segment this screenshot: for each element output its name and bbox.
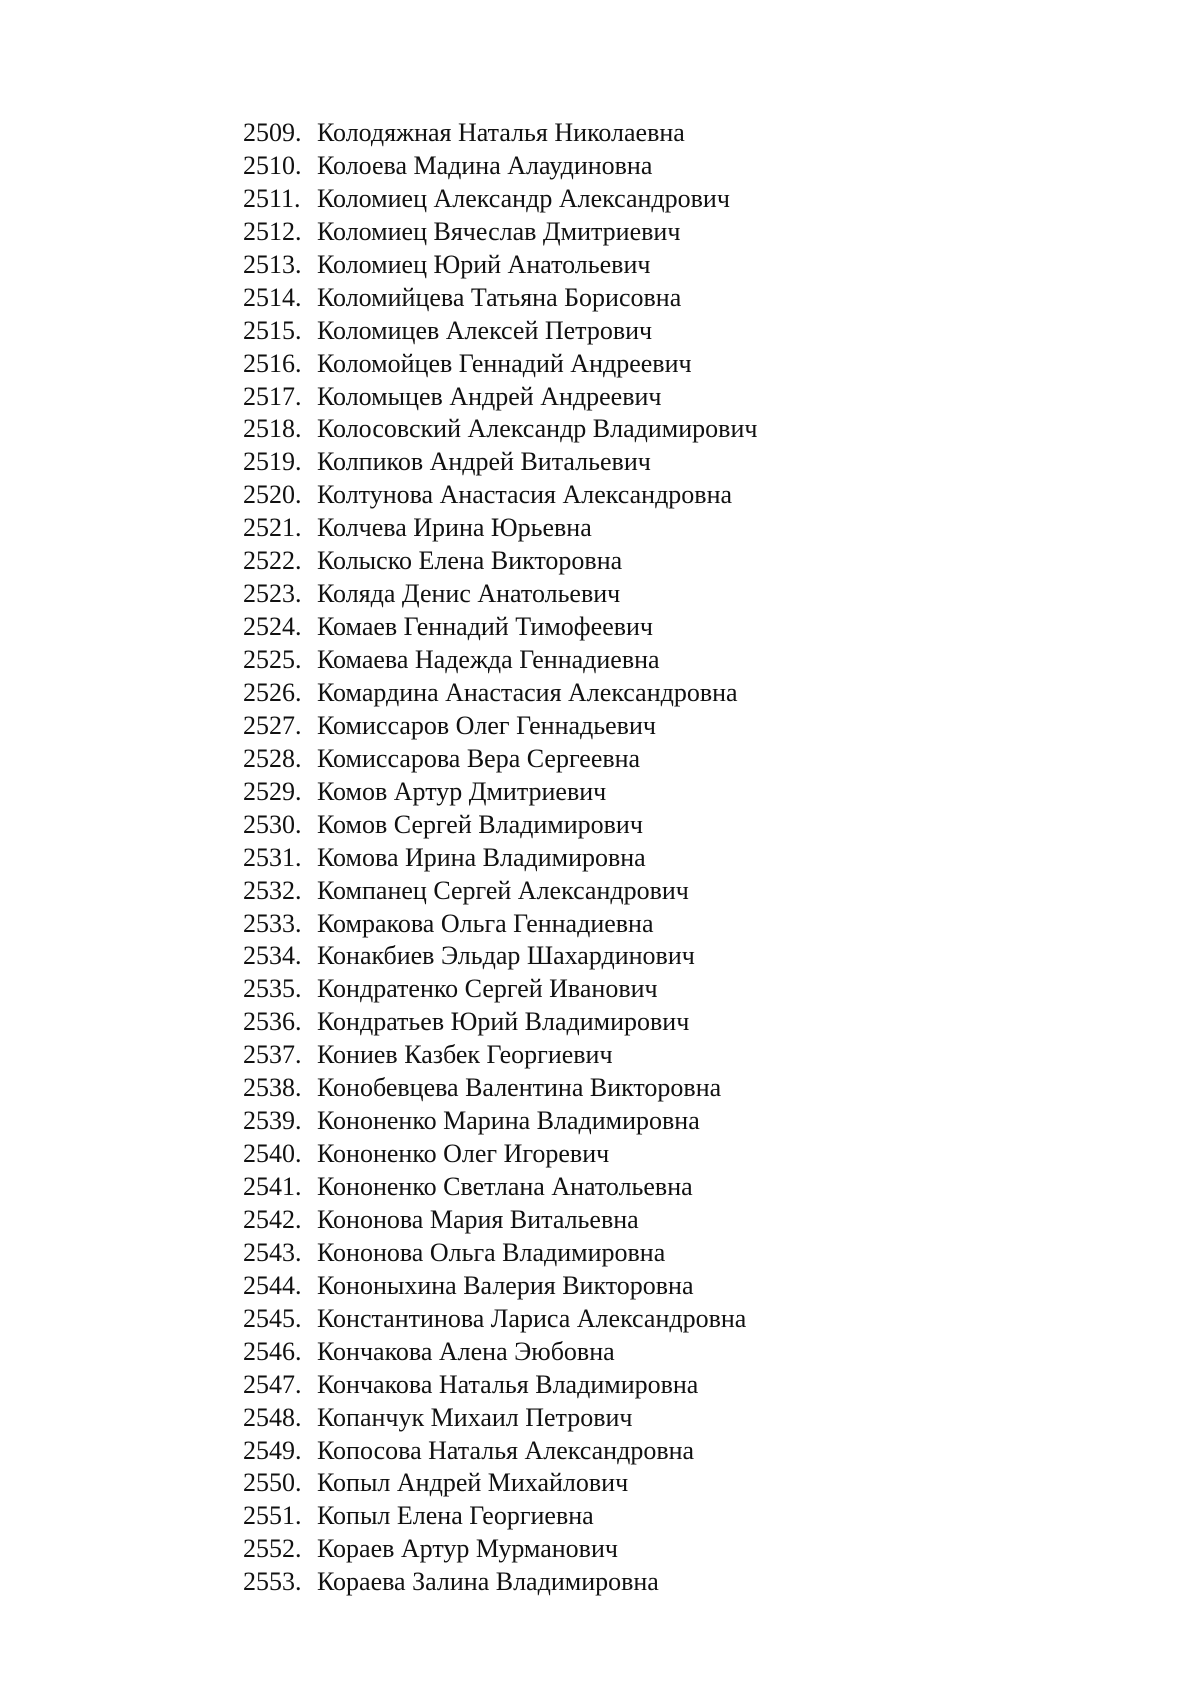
list-item [243, 1171, 757, 1204]
entry-name: Коломойцев Геннадий Андреевич [317, 348, 692, 378]
entry-name: Колчева Ирина Юрьевна [317, 513, 592, 543]
entry-name: Комов Артур Дмитриевич [317, 776, 607, 806]
entry-number: 2530. [243, 809, 302, 839]
entry-number: 2533. [243, 908, 302, 938]
entry-number: 2531. [243, 842, 302, 872]
list-item [243, 875, 757, 908]
entry-name: Коломиец Юрий Анатольевич [317, 249, 651, 279]
entry-name: Колосовский Александр Владимирович [317, 414, 758, 444]
list-item [243, 973, 757, 1006]
entry-name: Кораев Артур Мурманович [317, 1534, 618, 1564]
entry-name: Кондратенко Сергей Иванович [317, 974, 658, 1004]
entry-number: 2526. [243, 677, 302, 707]
entry-number: 2550. [243, 1468, 302, 1498]
entry-name: Кононенко Марина Владимировна [317, 1106, 700, 1136]
entry-name: Комов Сергей Владимирович [317, 809, 643, 839]
entry-number: 2515. [243, 315, 302, 345]
entry-number: 2535. [243, 974, 302, 1004]
list-item [243, 348, 757, 381]
entry-number: 2529. [243, 776, 302, 806]
entry-name: Колпиков Андрей Витальевич [317, 447, 651, 477]
entry-name: Коломиец Александр Александрович [317, 183, 730, 213]
list-item [243, 809, 757, 842]
list-item [243, 1270, 757, 1303]
entry-name: Комова Ирина Владимировна [317, 842, 646, 872]
entry-name: Колодяжная Наталья Николаевна [317, 118, 685, 147]
entry-number: 2548. [243, 1402, 302, 1432]
entry-name: Кононенко Олег Игоревич [317, 1139, 610, 1169]
list-item [243, 1303, 757, 1336]
entry-number: 2514. [243, 282, 302, 312]
entry-number: 2545. [243, 1303, 302, 1333]
entry-number: 2537. [243, 1040, 302, 1070]
entry-number: 2528. [243, 743, 302, 773]
entry-number: 2551. [243, 1501, 302, 1531]
entry-name: Комардина Анастасия Александровна [317, 677, 738, 707]
list-item [243, 381, 757, 414]
entry-name: Кончакова Алена Эюбовна [317, 1336, 615, 1366]
list-item [243, 249, 757, 282]
list-item [243, 413, 757, 446]
entry-number: 2521. [243, 513, 302, 543]
list-item [243, 1533, 757, 1566]
entry-name: Комиссарова Вера Сергеевна [317, 743, 641, 773]
list-item [243, 512, 757, 545]
list-item [243, 1006, 757, 1039]
list-item [243, 710, 757, 743]
entry-number: 2518. [243, 414, 302, 444]
entry-name: Конакбиев Эльдар Шахардинович [317, 941, 695, 971]
entry-number: 2549. [243, 1435, 302, 1465]
list-item [243, 611, 757, 644]
entry-name: Кончакова Наталья Владимировна [317, 1369, 699, 1399]
list-item [243, 1336, 757, 1369]
entry-number: 2520. [243, 480, 302, 510]
list-item [243, 446, 757, 479]
entry-number: 2509. [243, 118, 302, 147]
list-item [243, 842, 757, 875]
name-list [243, 117, 757, 1599]
list-item [243, 1500, 757, 1533]
entry-name: Копыл Елена Георгиевна [317, 1501, 594, 1531]
list-item [243, 1402, 757, 1435]
entry-number: 2553. [243, 1567, 302, 1597]
list-item [243, 1072, 757, 1105]
entry-number: 2546. [243, 1336, 302, 1366]
entry-name: Кораева Залина Владимировна [317, 1567, 659, 1597]
list-item [243, 908, 757, 941]
list-item [243, 1204, 757, 1237]
entry-number: 2519. [243, 447, 302, 477]
entry-name: Комиссаров Олег Геннадьевич [317, 710, 656, 740]
list-item [243, 545, 757, 578]
entry-number: 2510. [243, 150, 302, 180]
entry-name: Коломыцев Андрей Андреевич [317, 381, 662, 411]
entry-number: 2536. [243, 1007, 302, 1037]
entry-name: Кононенко Светлана Анатольевна [317, 1172, 693, 1201]
entry-name: Комаев Геннадий Тимофеевич [317, 612, 653, 642]
entry-name: Комаева Надежда Геннадиевна [317, 645, 660, 674]
entry-number: 2517. [243, 381, 302, 411]
list-item [243, 578, 757, 611]
entry-number: 2513. [243, 249, 302, 279]
list-item [243, 1237, 757, 1270]
list-item [243, 940, 757, 973]
entry-name: Копыл Андрей Михайлович [317, 1468, 629, 1498]
entry-name: Компанец Сергей Александрович [317, 875, 689, 905]
entry-name: Константинова Лариса Александровна [317, 1303, 747, 1333]
entry-name: Кононова Ольга Владимировна [317, 1237, 666, 1267]
entry-name: Комракова Ольга Геннадиевна [317, 908, 654, 938]
list-item [243, 1138, 757, 1171]
list-item [243, 1566, 757, 1599]
entry-number: 2534. [243, 941, 302, 971]
entry-name: Кононова Мария Витальевна [317, 1204, 639, 1234]
entry-number: 2538. [243, 1073, 302, 1103]
entry-number: 2524. [243, 612, 302, 642]
entry-number: 2511. [243, 183, 301, 213]
list-item [243, 776, 757, 809]
entry-number: 2542. [243, 1204, 302, 1234]
entry-number: 2527. [243, 710, 302, 740]
list-item [243, 1467, 757, 1500]
entry-number: 2547. [243, 1369, 302, 1399]
entry-name: Коломицев Алексей Петрович [317, 315, 653, 345]
list-item [243, 216, 757, 249]
entry-number: 2543. [243, 1237, 302, 1267]
entry-name: Коляда Денис Анатольевич [317, 579, 621, 609]
entry-number: 2540. [243, 1139, 302, 1169]
list-item [243, 677, 757, 710]
list-item [243, 117, 757, 150]
list-item [243, 743, 757, 776]
entry-name: Колоева Мадина Алаудиновна [317, 150, 653, 180]
entry-name: Конобевцева Валентина Викторовна [317, 1073, 722, 1103]
entry-number: 2516. [243, 348, 302, 378]
list-item [243, 183, 757, 216]
entry-name: Кондратьев Юрий Владимирович [317, 1007, 690, 1037]
entry-number: 2541. [243, 1172, 302, 1201]
entry-name: Копосова Наталья Александровна [317, 1435, 695, 1465]
list-item [243, 1369, 757, 1402]
entry-name: Колыско Елена Викторовна [317, 546, 623, 576]
list-item [243, 644, 757, 677]
entry-name: Колтунова Анастасия Александровна [317, 480, 733, 510]
list-item [243, 1105, 757, 1138]
entry-number: 2523. [243, 579, 302, 609]
list-item [243, 1039, 757, 1072]
entry-number: 2539. [243, 1106, 302, 1136]
entry-number: 2544. [243, 1270, 302, 1300]
list-item [243, 1435, 757, 1468]
entry-name: Копанчук Михаил Петрович [317, 1402, 633, 1432]
entry-number: 2522. [243, 546, 302, 576]
entry-number: 2532. [243, 875, 302, 905]
list-item [243, 282, 757, 315]
list-item [243, 315, 757, 348]
entry-name: Коломиец Вячеслав Дмитриевич [317, 216, 681, 246]
entry-name: Коломийцева Татьяна Борисовна [317, 282, 682, 312]
entry-name: Кононыхина Валерия Викторовна [317, 1270, 694, 1300]
list-item [243, 150, 757, 183]
entry-name: Кониев Казбек Георгиевич [317, 1040, 613, 1070]
entry-number: 2512. [243, 216, 302, 246]
list-item [243, 479, 757, 512]
entry-number: 2525. [243, 645, 302, 674]
entry-number: 2552. [243, 1534, 302, 1564]
